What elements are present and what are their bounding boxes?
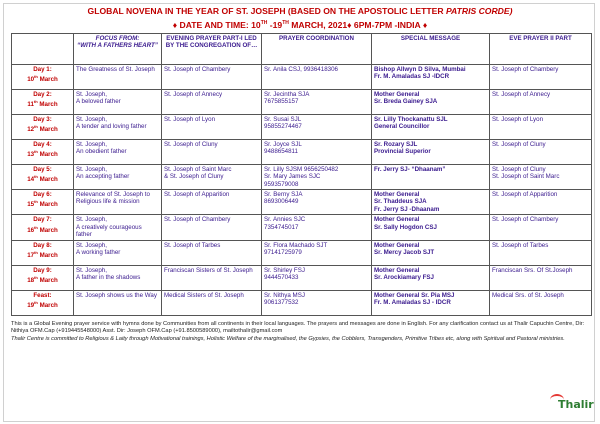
focus-cell: St. Joseph, An accepting father bbox=[74, 164, 162, 189]
table-row bbox=[12, 290, 592, 315]
table-row bbox=[12, 89, 592, 114]
coordination-cell: Sr. Flora Machado SJT 97141725979 bbox=[262, 240, 372, 265]
schedule-table bbox=[11, 33, 592, 316]
table-row bbox=[12, 190, 592, 215]
day-cell bbox=[12, 215, 74, 240]
day-suffix: th bbox=[34, 274, 38, 280]
day-date bbox=[14, 299, 71, 309]
title-text: GLOBAL NOVENA IN THE YEAR OF ST. JOSEPH (BASED ON THE APOSTOLIC LETTER bbox=[87, 6, 446, 16]
coordination-cell: Sr. Jecintha SJA 7675855157 bbox=[262, 89, 372, 114]
coordination-cell: Sr. Joyce SJL 9488654811 bbox=[262, 139, 372, 164]
table-header-row bbox=[12, 33, 592, 64]
footer-contact: This is a Global Evening prayer service with hymns done by Communities from all continents in their local languages. The prayers and messages are done in English. For any clarification contact us at Thalir Capuchin Centre, Dir: Nithiya OFM.Cap (+919445548000) Asst. Dir: Joseph OFM.Cap (+91.8500589000), mailtothalir@gmail.com bbox=[11, 320, 585, 335]
table-row bbox=[12, 139, 592, 164]
coordination-cell: Sr. Susai SJL 95855274467 bbox=[262, 114, 372, 139]
day-cell bbox=[12, 265, 74, 290]
day-date bbox=[14, 98, 71, 108]
evening-cell: St. Joseph of Apparition bbox=[162, 190, 262, 215]
evening-cell: St. Joseph of Cluny bbox=[162, 139, 262, 164]
day-number: 18 bbox=[27, 276, 35, 284]
day-date bbox=[14, 123, 71, 133]
date-sup1: TH bbox=[260, 20, 268, 26]
thalir-logo bbox=[550, 394, 594, 416]
day-date bbox=[14, 224, 71, 234]
eve-prayer-cell: Medical Srs. of St. Joseph bbox=[490, 290, 592, 315]
evening-cell: St. Joseph of Chambery bbox=[162, 215, 262, 240]
day-date bbox=[14, 198, 71, 208]
day-month: March bbox=[37, 301, 58, 309]
day-suffix: th bbox=[34, 149, 38, 155]
focus-cell: The Greatness of St. Joseph bbox=[74, 64, 162, 89]
header-coordination: PRAYER COORDINATION bbox=[262, 33, 372, 64]
footer-mission: Thalir Centre is committed to Religious & Laity through Motivational trainings, Holistic Welfare of the marginalised, the Gypsies, the Cobblers, Transgenders, Primitive Tribes etc, along with Spiritual and Pastoral ministries. bbox=[11, 335, 565, 342]
header-special-message: SPECIAL MESSAGE bbox=[372, 33, 490, 64]
eve-prayer-cell: St. Joseph of Cluny St. Joseph of Saint Marc bbox=[490, 164, 592, 189]
eve-prayer-cell: St. Joseph of Tarbes bbox=[490, 240, 592, 265]
special-message-cell: Mother General Sr. Arockiamary FSJ bbox=[372, 265, 490, 290]
focus-cell: St. Joseph, A working father bbox=[74, 240, 162, 265]
evening-cell: St. Joseph of Annecy bbox=[162, 89, 262, 114]
day-month: March bbox=[37, 101, 58, 109]
evening-cell: St. Joseph of Lyon bbox=[162, 114, 262, 139]
focus-cell: St. Joseph, A tender and loving father bbox=[74, 114, 162, 139]
day-number: 13 bbox=[27, 151, 35, 159]
header-focus bbox=[74, 33, 162, 64]
eve-prayer-cell: Franciscan Srs. Of St.Joseph bbox=[490, 265, 592, 290]
focus-cell: St. Joseph, A beloved father bbox=[74, 89, 162, 114]
day-cell bbox=[12, 190, 74, 215]
coordination-cell: Sr. Lilly SJSM 9656250482 Sr. Mary James SJC 9593579008 bbox=[262, 164, 372, 189]
day-month: March bbox=[37, 201, 58, 209]
day-date bbox=[14, 173, 71, 183]
special-message-cell: Sr. Rozary SJL Provincial Superior bbox=[372, 139, 490, 164]
day-cell bbox=[12, 114, 74, 139]
date-time-line bbox=[4, 17, 596, 31]
day-label: Day 1: bbox=[33, 65, 52, 73]
focus-cell: St. Joseph, A father in the shadows bbox=[74, 265, 162, 290]
date-suffix: MARCH, 2021♦ 6PM-7PM -INDIA ♦ bbox=[288, 19, 428, 30]
special-message-cell: Sr. Lilly Thockanattu SJL General Councillor bbox=[372, 114, 490, 139]
day-suffix: th bbox=[34, 74, 38, 80]
coordination-cell: Sr. Anila CSJ, 9936418306 bbox=[262, 64, 372, 89]
special-message-cell: Fr. Jerry SJ- “Dhaanam” bbox=[372, 164, 490, 189]
day-label: Day 8: bbox=[33, 241, 52, 249]
day-date bbox=[14, 148, 71, 158]
focus-cell: St. Joseph, A creatively courageous father bbox=[74, 215, 162, 240]
day-month: March bbox=[37, 76, 58, 84]
day-cell bbox=[12, 290, 74, 315]
eve-prayer-cell: St. Joseph of Chambery bbox=[490, 64, 592, 89]
evening-cell: St. Joseph of Chambery bbox=[162, 64, 262, 89]
special-message-cell: Mother General Sr. Pia MSJ Fr. M. Amaladas SJ - IDCR bbox=[372, 290, 490, 315]
evening-cell: Franciscan Sisters of St. Joseph bbox=[162, 265, 262, 290]
date-prefix: ♦ DATE AND TIME: 10 bbox=[172, 19, 261, 30]
day-month: March bbox=[37, 151, 58, 159]
eve-prayer-cell: St. Joseph of Cluny bbox=[490, 139, 592, 164]
day-number: 10 bbox=[27, 76, 35, 84]
day-number: 19 bbox=[27, 301, 35, 309]
day-suffix: th bbox=[34, 174, 38, 180]
day-label: Day 7: bbox=[33, 216, 52, 224]
day-label: Feast: bbox=[33, 291, 52, 299]
table-row bbox=[12, 240, 592, 265]
day-month: March bbox=[37, 251, 58, 259]
day-number: 16 bbox=[27, 226, 35, 234]
coordination-cell: Sr. Annies SJC 7354745017 bbox=[262, 215, 372, 240]
day-suffix: th bbox=[34, 299, 38, 305]
table-row bbox=[12, 114, 592, 139]
footer bbox=[11, 321, 588, 344]
coordination-cell: Sr. Nithya MSJ 9061377532 bbox=[262, 290, 372, 315]
day-month: March bbox=[37, 276, 58, 284]
day-number: 14 bbox=[27, 176, 35, 184]
day-suffix: th bbox=[34, 249, 38, 255]
day-date bbox=[14, 274, 71, 284]
day-label: Day 5: bbox=[33, 165, 52, 173]
eve-prayer-cell: St. Joseph of Chambery bbox=[490, 215, 592, 240]
header-day bbox=[12, 33, 74, 64]
table-row bbox=[12, 265, 592, 290]
title-italic: PATRIS CORDE) bbox=[445, 6, 513, 16]
eve-prayer-cell: St. Joseph of Lyon bbox=[490, 114, 592, 139]
focus-cell: St. Joseph shows us the Way bbox=[74, 290, 162, 315]
day-label: Day 3: bbox=[33, 115, 52, 123]
evening-cell: St. Joseph of Saint Marc & St. Joseph of Cluny bbox=[162, 164, 262, 189]
header-focus-line1: FOCUS FROM: bbox=[95, 34, 140, 42]
evening-cell: Medical Sisters of St. Joseph bbox=[162, 290, 262, 315]
focus-cell: Relevance of St. Joseph to Religious life & mission bbox=[74, 190, 162, 215]
day-suffix: th bbox=[34, 224, 38, 230]
table-row bbox=[12, 164, 592, 189]
table-row bbox=[12, 215, 592, 240]
day-label: Day 4: bbox=[33, 140, 52, 148]
day-month: March bbox=[37, 226, 58, 234]
special-message-cell: Mother General Sr. Sally Hogdon CSJ bbox=[372, 215, 490, 240]
date-mid: -19 bbox=[267, 19, 283, 30]
logo-text: Thalir bbox=[558, 398, 594, 411]
special-message-cell: Bishop Allwyn D Silva, Mumbai Fr. M. Amaladas SJ -IDCR bbox=[372, 64, 490, 89]
day-cell bbox=[12, 89, 74, 114]
day-label: Day 2: bbox=[33, 90, 52, 98]
coordination-cell: Sr. Berny SJA 8693006449 bbox=[262, 190, 372, 215]
day-number: 11 bbox=[27, 101, 34, 109]
day-cell bbox=[12, 164, 74, 189]
day-date bbox=[14, 73, 71, 83]
header-focus-line2: “WITH A FATHERS HEART” bbox=[77, 42, 158, 50]
day-month: March bbox=[37, 176, 58, 184]
day-date bbox=[14, 249, 71, 259]
day-number: 12 bbox=[27, 126, 35, 134]
header-eve-prayer-ii: EVE PRAYER II PART bbox=[490, 33, 592, 64]
coordination-cell: Sr. Shirley FSJ 9444570433 bbox=[262, 265, 372, 290]
special-message-cell: Mother General Sr. Breda Gainey SJA bbox=[372, 89, 490, 114]
table-row bbox=[12, 64, 592, 89]
day-cell bbox=[12, 240, 74, 265]
evening-cell: St. Joseph of Tarbes bbox=[162, 240, 262, 265]
day-label: Day 6: bbox=[33, 191, 52, 199]
day-cell bbox=[12, 64, 74, 89]
eve-prayer-cell: St. Joseph of Annecy bbox=[490, 89, 592, 114]
day-cell bbox=[12, 139, 74, 164]
day-number: 15 bbox=[27, 201, 35, 209]
special-message-cell: Mother General Sr. Mercy Jacob SJT bbox=[372, 240, 490, 265]
date-sup2: TH bbox=[282, 20, 289, 26]
day-suffix: th bbox=[34, 199, 38, 205]
page-title bbox=[4, 5, 596, 17]
day-suffix: th bbox=[33, 99, 38, 105]
day-number: 17 bbox=[27, 251, 35, 259]
day-suffix: th bbox=[34, 124, 38, 130]
focus-cell: St. Joseph, An obedient father bbox=[74, 139, 162, 164]
header-evening: EVENING PRAYER PART-I LED BY THE CONGREGATION OF… bbox=[162, 33, 262, 64]
special-message-cell: Mother General Sr. Thaddeus SJA Fr. Jerry SJ -Dhaanam bbox=[372, 190, 490, 215]
eve-prayer-cell: St. Joseph of Apparition bbox=[490, 190, 592, 215]
day-label: Day 9: bbox=[33, 266, 52, 274]
day-month: March bbox=[37, 126, 58, 134]
